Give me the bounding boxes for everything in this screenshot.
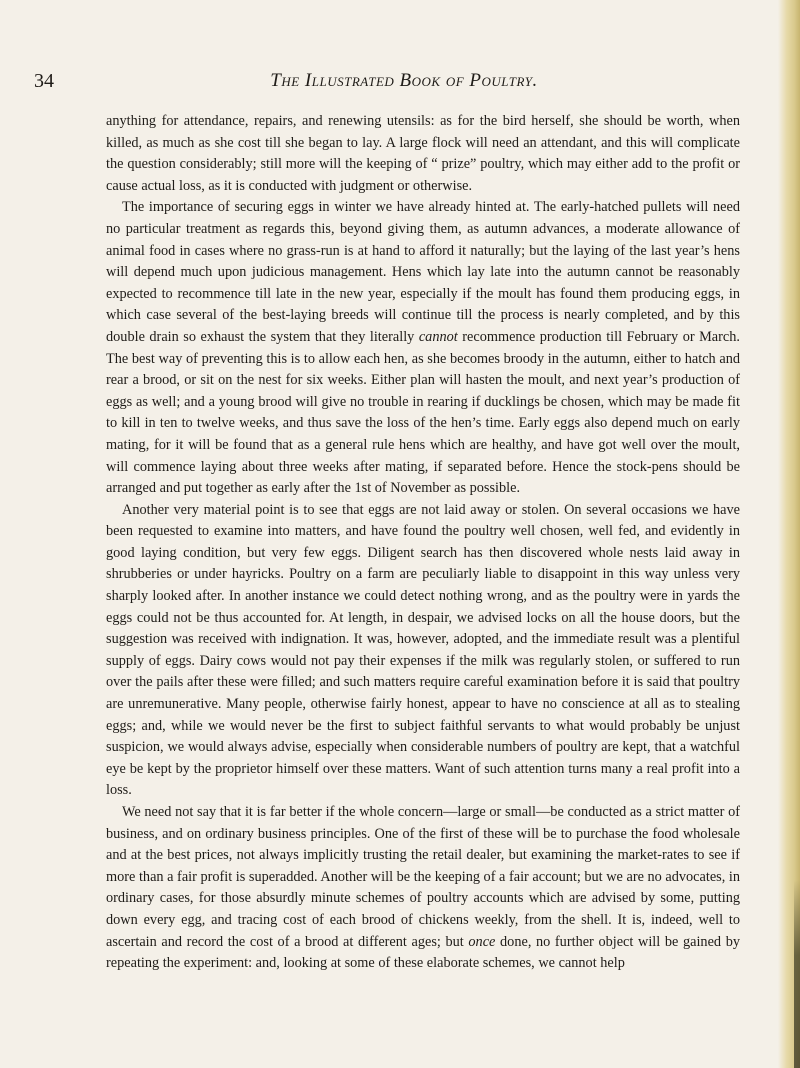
running-head: The Illustrated Book of Poultry.: [270, 70, 538, 91]
page-number: 34: [34, 70, 54, 92]
paragraph-p3: [106, 500, 740, 802]
paragraph-text: anything for attendance, repairs, and renewing utensils: as for the bird herself, she should be worth, when killed, as much as she cost till she began to lay. A large flock will need an attendant, and this will complicate the question considerably; still more will the keeping of “ prize” poultry, which may either add to the profit or cause actual loss, as it is conducted with judgment or otherwise.: [106, 113, 740, 194]
paragraph-p1: [106, 111, 740, 197]
paragraph-text: We need not say that it is far better if the whole concern—large or small—be conducted as a strict matter of business, and on ordinary business principles. One of the first of these will be to purchase the food wholesale and at the best prices, not always implicitly trusting the retail dealer, but examining the market-rates to see if more than a fair profit is superadded. Another will be the keeping of a fair account; but we are no advocates, in ordinary cases, for those absurdly minute schemes of poultry accounts which are advised by some, putting down every egg, and tracing cost of each brood of chickens weekly, from the shell. It is, indeed, well to ascertain and record the cost of a brood at different ages; but: [106, 804, 740, 950]
paragraph-p2: [106, 197, 740, 499]
paragraph-text: recommence production till February or March. The best way of preventing this is to allow each hen, as she becomes broody in the autumn, either to hatch and rear a brood, or sit on the nest for six weeks. Either plan will hasten the moult, and next year’s production of eggs as well; and a young brood will give no trouble in rearing if ducklings be chosen, which may be made fit to kill in ten to twelve weeks, and thus save the loss of the hen’s time. Early eggs also depend much on early mating, for it will be found that as a general rule hens which are healthy, and have got well over the moult, will commence laying about three weeks after mating, if separated before. Hence the stock-pens should be arranged and put together as early after the 1st of November as possible.: [106, 328, 740, 497]
paragraph-text: Another very material point is to see that eggs are not laid away or stolen. On several occasions we have been requested to examine into matters, and have found the poultry well chosen, well fed, and evidently in good laying condition, but very few eggs. Diligent search has then discovered whole nests laid away in shrubberies or under hayricks. Poultry on a farm are peculiarly liable to disappoint in this way unless very sharply looked after. In another instance we could detect nothing wrong, and as the poultry were in yards the eggs could not be thus accounted for. At length, in despair, we advised locks on all the house doors, but the suggestion was received with indignation. It was, however, adopted, and the immediate result was a plentiful supply of eggs. Dairy cows would not pay their expenses if the milk was regularly stolen, or suffered to run over the pails after these were filled; and such matters require careful examination before it is said that poultry are unremunerative. Many people, otherwise fairly honest, appear to have no conscience at all as to stealing eggs; and, while we would never be the first to subject faithful servants to what would probably be unjust suspicion, we would always advise, especially when considerable numbers of poultry are kept, that a watchful eye be kept by the proprietor himself over these matters. Want of such attention turns many a real profit into a loss.: [106, 501, 740, 799]
page-header: [34, 66, 774, 96]
italic-text: once: [468, 933, 496, 950]
body-text: [106, 111, 740, 975]
italic-text: cannot: [418, 328, 458, 345]
paragraph-text: The importance of securing eggs in winter we have already hinted at. The early-hatched pullets will need no particular treatment as regards this, beyond giving them, as autumn advances, a moderate allowance of animal food in cases where no grass-run is at hand to afford it naturally; but the laying of the last year’s hens will depend much upon judicious management. Hens which lay late into the autumn cannot be reasonably expected to recommence till late in the new year, especially if the moult has found them producing eggs, in which case several of the best-laying breeds will continue till the process is nearly completed, and by this double drain so exhaust the system that they literally: [106, 199, 740, 345]
page-edge-binding: [794, 880, 800, 1068]
paragraph-text: done, no further object will be gained by repeating the experiment: and, looking at some of these elaborate schemes, we cannot help: [106, 933, 740, 972]
paragraph-p4: [106, 802, 740, 975]
